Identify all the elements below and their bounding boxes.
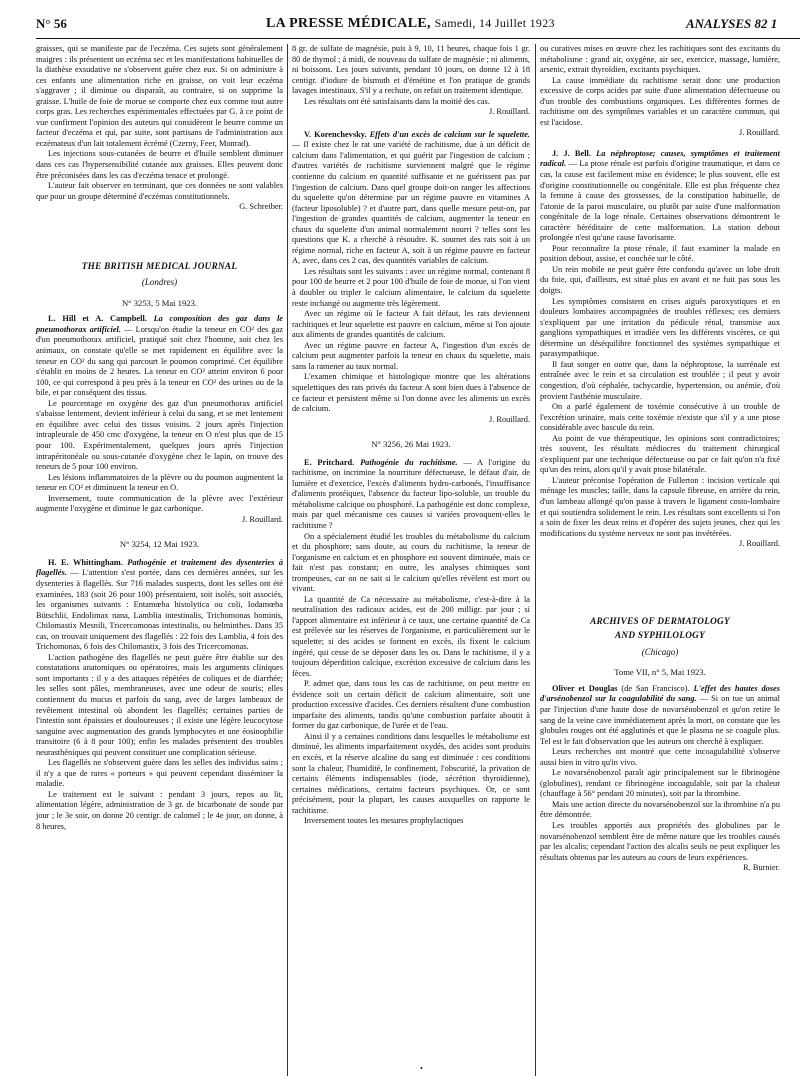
issue-line: N° 3256, 26 Mai 1923.: [371, 439, 451, 450]
article-authors: E. Pritchard.: [304, 457, 355, 467]
paragraph: Le pourcentage en oxygène des gaz d'un pneumothorax artificiel s'abaisse lentement, devient inférieur à celui du sang, et se met lentement en équilibre avec celui des tissus voisins. 2 jours après l'injection intrapleurale de 450 cmc d'oxygène, la teneur en O n'est plus que de 15 pour 100. Expérimentalement, quelques jours après l'injection intrapéritonéale ou sous-cutanée d'oxygène chez le lapin, on trouve des teneurs de 5 pour 100 environ.: [36, 398, 283, 472]
article-authors: V. Korenchevsky.: [304, 129, 367, 139]
paragraph: Les symptômes consistent en crises aiguës paroxystiques et en douleurs lombaires accompagnées de troubles réflexes; ces derniers s'expliquent par une irritation du pédicule rénal, transmise aux ganglions sympathiques et irradiée vers les différents viscères, ce qui détermine un déséquilibre fonctionnel des systèmes sympathique et parasympathique.: [540, 296, 780, 359]
journal-city: (Chicago): [641, 646, 679, 657]
paragraph: Les flagellés ne s'observent guère dans les selles des individus sains ; il n'y a que de rares « porteurs » qui peuvent cependant disséminer la maladie.: [36, 758, 283, 789]
column-3: [540, 44, 780, 874]
article-lead: [292, 130, 530, 267]
article-text: — Si on tue un animal par l'injection d'une haute dose de novarsénobenzol et qu'on retire le sang de la veine cave immédiatement après la mort, on constate que les globules rouges ont été agglutinés et que le plasma ne se coagule plus. Tel est le fait d'observation que les auteurs ont cherché à expliquer.: [540, 694, 780, 746]
paragraph: L'auteur préconise l'opération de Fullerton : incision verticale qui ménage les muscles; taille, dans la capsule fibreuse, en arrière du rein, d'un lambeau allongé qu'on passe à travers le ligament costo-lombaire et qui soutiendra solidement le rein. Les résultats sont excellents si l'on a soin de fixer les deux reins et d'opérer des sujets jeunes, chez qui les modifications du système nerveux ne sont pas invétérées.: [540, 475, 780, 538]
paragraph: Un rein mobile ne peut guère être confondu qu'avec un lobe droit du foie, qui, d'ailleurs, est situé plus en avant et ne fuit pas sous les doigts.: [540, 264, 780, 296]
paragraph: Le novarsénobenzol paraît agir principalement sur le fibrinogène (globulines), rendant ce fibrinogène incoagulable, soit par la chaleur (chauffage à 56° pendant 20 minutes), soit par la thrombine.: [540, 768, 780, 799]
paragraph: Ainsi il y a certaines conditions dans lesquelles le métabolisme est diminué, les aliments imparfaitement oxydés, des acides sont produits en excès, et la réserve alcaline du sang est diminuée : ces conditions sont la chaleur, l'humidité, le confinement, l'obscurité, la privation de certains éléments indispensables (iode, sécrétion thyroïdienne), certaines médications, certains facteurs psychiques. Or, ce sont précisément, pour la plupart, les causes auxquelles on rapporte le rachitisme.: [292, 731, 530, 815]
article-title: Effets d'un excès de calcium sur le squelette.: [369, 129, 530, 139]
article-lead: [292, 458, 530, 532]
paragraph: On a parlé également de toxémie consécutive à un trouble de l'excrétion urinaire, mais cette toxémie n'existe que s'il y a une ptose considérable avec bascule du rein.: [540, 402, 780, 433]
paragraph: L'auteur fait observer en terminant, que ces données ne sont valables que pour un groupe déterminé d'eczémas constitutionnels.: [36, 181, 283, 201]
article-signature: J. Rouillard.: [738, 539, 780, 549]
article-title: Pathogénie du rachitisme.: [360, 457, 458, 467]
article-text: — Il existe chez le rat une variété de rachitisme, due à un déficit de calcium dans l'alimentation, et qui guérit par l'ingestion de calcium ; d'autres variétés de rachitisme surviennent malgré que le régime contienne du calcium en quantité suffisante et ne guérissent pas par l'ingestion de calcium. Dans quel groupe doit-on ranger les affections du squelette qu'on détermine par un régime pauvre en vitamines A (facteur liposoluble) ? et d'autre part, dans quelle mesure peut-on, par l'ingestion de grandes quantités de calcium, augmenter la teneur en chaux du squelette d'un animal normalement nourri ? telles sont les questions que K. a cherché à résoudre. K. soumet des rats soit à un régime normal, riche en facteur A, soit à un régime pauvre en facteur A, avec, dans ces 2 cas, des quantités variables de calcium.: [292, 140, 530, 266]
article-signature: J. Rouillard.: [488, 107, 530, 117]
paragraph: Les lésions inflammatoires de la plèvre ou du poumon augmentent la teneur en CO² et diminuent la teneur en O.: [36, 472, 283, 493]
paragraph: On a spécialement étudié les troubles du métabolisme du calcium et du phosphore; sans doute, au cours du rachitisme, la teneur de l'organisme en calcium et en phosphore est souvent diminuée, mais ce fait n'est pas constant; en outre, les analyses chimiques sont trompeuses, car on ne sait si le calcium qu'elles révèlent est mort ou vivant.: [292, 531, 530, 594]
article-authors: J. J. Bell.: [552, 148, 591, 158]
article-title: Pathogénie et traitement des dysenteries à flagellés.: [36, 557, 283, 578]
column-divider: [535, 44, 536, 1076]
column-2: [292, 44, 530, 827]
paragraph: ou curatives mises en œuvre chez les rachitiques sont des excitants du métabolisme : grand air, oxygène, air sec, exercice, massage, lumière, arsenic, extrait thyroïdien, excitants psychiques.: [540, 44, 780, 75]
paragraph: Les résultats sont les suivants : avec un régime normal, contenant 8 pour 100 de beurre et 2 pour 100 d'huile de foie de morue, si l'on vient à doubler ou tripler le calcium alimentaire, le calcium du squelette reste inchangé ou augmente très légèrement.: [292, 266, 530, 308]
article-signature: R. Burnier.: [743, 863, 780, 873]
paragraph: Leurs recherches ont montré que cette incoagulabilité s'observe aussi bien in vitro qu'in vivo.: [540, 747, 780, 767]
journal-heading: THE BRITISH MEDICAL JOURNAL: [81, 260, 238, 271]
paragraph: P. admet que, dans tous les cas de rachitisme, on peut mettre en évidence soit un certain déficit de calcium alimentaire, soit une production excessive d'acides. Ces derniers résultent d'une combustion imparfaite des aliments, tandis qu'une combustion parfaite aboutit à former du gaz carbonique, de l'urée et de l'eau.: [292, 679, 530, 731]
section-title: ANALYSES 82 1: [686, 16, 778, 31]
article-title: La néphroptose; causes, symptômes et traitement radical.: [540, 148, 780, 169]
paragraph: Il faut songer en outre que, dans la néphroptose, la surrénale est entraînée avec le rein et sa circulation est troublée ; il peut y avoir congestion, d'où céphalée, tachycardie, hypertension, ou anémie, d'où provient l'asthénie musculaire.: [540, 359, 780, 401]
article-text: — A l'origine du rachitisme, on incrimine la nourriture défectueuse, le défaut d'air, de lumière et d'exercice, l'excès d'aliments hydro-carbonés, l'insuffisance d'aliments protéiques, l'absence du facteur lipo-soluble, un trouble du métabolisme calcique ou phosphoré. La pathogénie est donc complexe, mais par quel mécanisme ces causes si variées provoquent-elles le rachitisme ?: [292, 457, 530, 530]
article-text: — La ptose rénale est parfois d'origine traumatique, et dans ce cas, la cause est facilement mise en évidence; le plus souvent, elle est d'origine constitutionnelle ou congénitale. Elle est plus fréquente chez la femme à cause des grossesses, de la constipation habituelle, de l'atonie de la paroi musculaire, ou plutôt par suite d'une malformation congénitale de la loge rénale. Certaines observations démontrent le caractère héréditaire de cette malformation. La station debout prolongée n'est qu'une cause favorisante.: [540, 159, 780, 243]
paragraph: Avec un régime pauvre en facteur A, l'ingestion d'un excès de calcium peut augmenter parfois la teneur en chaux du squelette, mais sans la ramener au taux normal.: [292, 340, 530, 371]
journal-heading-line-2: AND SYPHILOLOGY: [615, 630, 705, 641]
paragraph: graisses, qui se manifeste par de l'eczéma. Ces sujets sont généralement maigres : ils présentent un eczéma sec et les manifestations habituelles de la diathèse exsudative ne s'observent guère chez eux. Si on administre à ces enfants une alimentation riche en graisse, on voit leur eczéma s'aggraver ; il diminue ou disparaît, au contraire, si on supprime la graisse. L'huile de foie de morue se comporte chez eux comme tout autre corps gras. Les recherches expérimentales effectuées par G. à ce point de vue confirment l'opinion des auteurs qui considèrent le beurre comme un facteur d'eczéma et qui, par suite, sont partisans de l'administration aux eczémateux d'un lait totalement écrémé (Czerny, Feer, Monrad).: [36, 44, 283, 148]
article-signature: J. Rouillard.: [488, 414, 530, 424]
article-affiliation: (de San Francisco).: [621, 683, 690, 693]
article-signature: G. Schreiber.: [239, 202, 283, 212]
paragraph: 8 gr. de sulfate de magnésie, puis à 9, 10, 11 heures, chaque fois 1 gr. 80 de thymol ; à midi, de nouveau du sulfate de magnésie ; ni aliments, ni boissons. Les jours suivants, pendant 10 jours, on donne 12 à 18 centigr. d'iodure de bismuth et d'émétine et l'on pratique de grands lavages intestinaux. S'il y a rechute, on refait un traitement identique.: [292, 44, 530, 96]
paragraph: L'examen chimique et histologique montre que les altérations squelettiques des rats privés du facteur A sont bien dues à l'absence de ce facteur et persistent même si l'on donne avec les aliments un excès de calcium.: [292, 372, 530, 414]
issue-date: Samedi, 14 Juillet 1923: [434, 16, 555, 30]
article-text: — Lorsqu'on étudie la teneur en CO² des gaz d'un pneumothorax artificiel, pratiqué soit chez l'homme, soit chez les animaux, on constate qu'elle se met rapidement en équilibre avec la teneur en CO² du sang qui parcourt le poumon comprimé. Cet équilibre s'établit en moins de 2 heures. La teneur en CO² atteint environ 6 pour 100, ce qui correspond à peu près à la teneur en CO² des urines ou de la bile, et par conséquent des tissus.: [36, 324, 283, 398]
issue-line: Tome VII, n° 5, Mai 1923.: [614, 667, 706, 678]
article-text: — L'attention s'est portée, dans ces dernières années, sur les dysenteries à flagellés. Sur 716 malades suspects, dont les selles ont été examinées, 183 (soit 26 pour 100) présentaient, soit isolés, soit associés, les organismes suivants : Entamœba histolytica ou coli, Iodamœba Bütschlii, Endolimax nana, Lamblia intestinalis, Trichomonas hominis, Chilomastix Mesnili, Tricercomonas intestinalis, ou helminthes. Dans 35 cas, on trouvait uniquement des flagellés : 22 fois des Lamblia, 4 fois des Trichomonas, 6 fois des Chilomastix, 3 fois des Tricercomonas.: [36, 568, 283, 652]
paragraph: Inversement toutes les mesures prophylactiques: [304, 816, 464, 826]
column-1: [36, 44, 283, 832]
page-header: [36, 14, 800, 39]
article-signature: J. Rouillard.: [241, 514, 283, 524]
article-authors: Oliver et Douglas: [552, 683, 618, 693]
paragraph: Pour reconnaître la ptose rénale, il faut examiner la malade en position debout, assise, et couchée sur le côté.: [540, 243, 780, 264]
page-number: N° 56: [36, 16, 67, 31]
paragraph: Les troubles apportés aux propriétés des globulines par le novarsénobenzol semblent être de même nature que les troubles causés par les alcalis; cependant l'action des alcalis seuls ne peut expliquer les résultats obtenus par les auteurs au cours de leurs expériences.: [540, 821, 780, 862]
article-title: L'effet des hautes doses d'arsénobenzol sur la coagulabilité du sang.: [540, 683, 780, 704]
paragraph: Mais une action directe du novarsénobenzol sur la thrombine n'a pu être démontrée.: [540, 799, 780, 820]
article-signature: J. Rouillard.: [738, 128, 780, 138]
article-title: La composition des gaz dans le pneumothorax artificiel.: [36, 314, 283, 334]
journal-city: (Londres): [141, 277, 178, 288]
paragraph: Les résultats ont été satisfaisants dans la moitié des cas.: [304, 96, 490, 106]
paragraph: Les injections sous-cutanées de beurre et d'huile semblent diminuer dans ces cas l'hypersensibilité cutanée aux graisses. Elles peuvent donc être préconisées dans les cas d'eczéma tenace et prolongé.: [36, 149, 283, 180]
article-lead: [36, 314, 283, 398]
article-authors: L. Hill et A. Campbell.: [48, 314, 147, 324]
footer-mark: •: [420, 1064, 423, 1073]
article-lead: [36, 558, 283, 653]
journal-masthead: LA PRESSE MÉDICALE, Samedi, 14 Juillet 1923: [266, 16, 555, 31]
issue-line: N° 3253, 5 Mai 1923.: [121, 297, 198, 308]
paragraph: L'action pathogène des flagellés ne peut guère être établie sur des constatations anatomiques ou opératoires, mais les arguments cliniques sont importants : il y a des attaques répétées de coliques et de diarrhée; les selles sont pâles, membraneuses, avec une odeur de souris; elles contiennent du mucus et parfois du sang, avec de larges lambeaux de revêtement intestinal où abondent les flagellés; certaines parties de l'intestin sont épaissies et douloureuses ; il existe une légère leucocytose sanguine avec augmentation des grands lymphocytes et une éosinophilie transitoire (6 à 8 pour 100); enfin les malades présentent des troubles neurasthéniques qui peuvent constituer une complication sérieuse.: [36, 652, 283, 757]
paragraph: Au point de vue thérapeutique, les opinions sont contradictoires; très souvent, les résultats médiocres du traitement chirurgical s'expliquent par une technique défectueuse ou par ce fait qu'on n'a fixé qu'un des reins, alors qu'il y avait ptose bilatérale.: [540, 433, 780, 475]
column-divider: [287, 44, 288, 1076]
paragraph: Avec un régime où le facteur A fait défaut, les rats deviennent rachitiques et leur squelette est pauvre en calcium, même si l'on ajoute aux aliments de grandes quantités de calcium.: [292, 309, 530, 340]
article-lead: [540, 149, 780, 244]
journal-name: LA PRESSE MÉDICALE: [266, 16, 427, 31]
paragraph: La quantité de Ca nécessaire au métabolisme, c'est-à-dire à la neutralisation des radicaux acides, est de 200 milligr. par jour ; si l'apport alimentaire est inférieur à ce taux, une certaine quantité de Ca est prélevée sur les réserves de l'organisme, et particulièrement sur le squelette; si des acides se forment en excès, ils fixent le calcium ingéré, qui cesse de se déposer dans les os. Dans le rachitisme, il y a toujours déperdition calcique, excrétion excessive de calcium dans les fèces.: [292, 594, 530, 678]
paragraph: Inversement, toute communication de la plèvre avec l'extérieur augmente l'oxygène et diminue le gaz carbonique.: [36, 493, 283, 514]
paragraph: Le traitement est le suivant : pendant 3 jours, repos au lit, alimentation légère, administration de 3 gr. de bicarbonate de soude par jour ; le 3e soir, on donne 20 centigr. de calomel ; le 4e jour, on donne, à 8 heures,: [36, 789, 283, 831]
article-authors: H. E. Whittingham.: [48, 557, 123, 567]
journal-heading: ARCHIVES OF DERMATOLOGY: [590, 615, 730, 626]
paragraph: La cause immédiate du rachitisme serait donc une production excessive de corps acides par suite d'une alimentation défectueuse ou d'un trouble des combustions organiques. Les différentes formes de rachitisme ont des symptômes variables et un caractère commun, qui est l'acidose.: [540, 75, 780, 127]
article-lead: [540, 684, 780, 747]
issue-line: N° 3254, 12 Mai 1923.: [119, 539, 200, 550]
